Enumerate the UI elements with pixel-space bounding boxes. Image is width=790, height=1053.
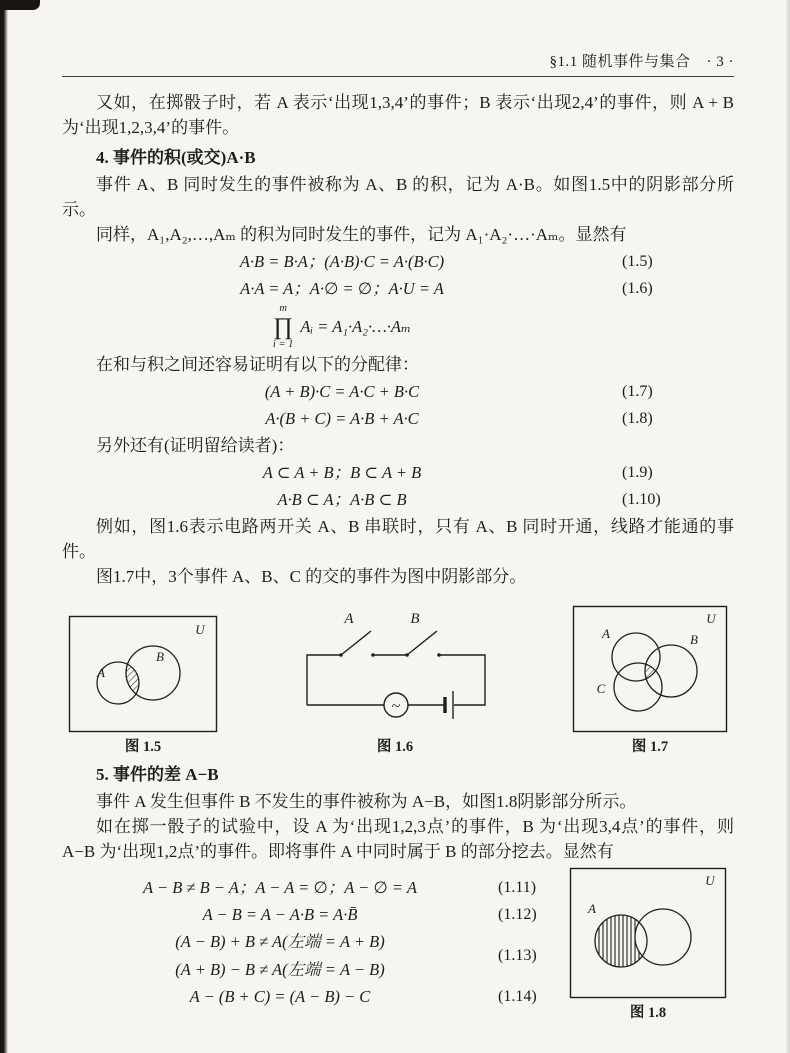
equation-number: (1.6)	[622, 279, 653, 297]
equation-1-9	[62, 460, 734, 485]
figure-caption: 图 1.6	[376, 739, 414, 756]
set-a-label: A	[588, 901, 596, 917]
equation-body	[62, 303, 622, 350]
equation-body: (A + B)·C = A·C + B·C	[264, 382, 420, 402]
contact-dot	[371, 653, 375, 657]
header-rule	[62, 76, 734, 77]
paragraph-three-sets: 图1.7中，3个事件 A、B、C 的交的事件为图中阴影部分。	[96, 567, 527, 587]
equation-number: (1.13)	[498, 946, 537, 964]
equation-1-8	[62, 406, 734, 431]
contact-dot	[405, 653, 409, 657]
equation-number: (1.8)	[622, 409, 653, 427]
paragraph-dice-example: 又如，在掷骰子时，若 A 表示‘出现1,3,4’的事件；B 表示‘出现2,4’的事件，则 A + B 为‘出现1,2,3,4’的事件。	[62, 93, 734, 137]
product-lower-limit: i = 1	[272, 338, 294, 350]
equation-body: A − (B + C) = (A − B) − C	[189, 987, 371, 1007]
set-b-label: B	[690, 632, 698, 648]
set-a-label: A	[602, 626, 610, 642]
paragraph-more-identities: 另外还有(证明留给读者)：	[96, 436, 295, 456]
equation-pair-lines	[62, 929, 498, 982]
equation-1-12	[62, 902, 556, 927]
page-header	[62, 50, 734, 76]
switch-b-label: B	[410, 611, 420, 628]
set-b-label: B	[156, 649, 164, 665]
equation-body: A·A = A；A·∅ = ∅；A·U = A	[240, 279, 444, 298]
set-a-label: A	[97, 665, 105, 681]
switch-a	[341, 631, 371, 655]
equation-number: (1.11)	[498, 878, 537, 896]
equation-body: A − B = A − A·B = A·B̄	[202, 905, 358, 925]
equation-body: (A − B) + B ≠ A(左端 = A + B)	[175, 932, 385, 952]
scan-left-edge	[0, 0, 8, 1053]
contact-dot	[437, 653, 441, 657]
universe-label: U	[706, 611, 716, 627]
set-a-circle	[612, 633, 660, 681]
product-symbol: ∏	[273, 313, 294, 340]
figure-caption: 图 1.5	[124, 739, 162, 756]
equation-1-5	[62, 249, 734, 274]
equation-number: (1.5)	[622, 252, 653, 270]
equation-body: (A + B) − B ≠ A(左端 = A − B)	[175, 960, 385, 980]
paragraph-product-multi: 同样，A₁,A₂,…,Aₘ 的积为同时发生的事件，记为 A₁·A₂·…·Aₘ。显然有	[96, 225, 627, 244]
venn-difference-diagram	[569, 867, 727, 999]
scan-right-edge	[785, 0, 790, 1053]
equation-body: A·B ⊂ A；A·B ⊂ B	[277, 490, 407, 510]
paragraph-distributive: 在和与积之间还容易证明有以下的分配律：	[96, 355, 419, 375]
equation-body: A − B ≠ B − A；A − A = ∅；A − ∅ = A	[143, 878, 417, 898]
equation-1-7	[62, 379, 734, 404]
universe-label: U	[705, 873, 715, 889]
product-operator	[273, 303, 294, 350]
venn-three-sets-intersection-diagram	[572, 605, 728, 733]
venn-two-sets-intersection-diagram	[68, 615, 218, 733]
equation-body: A·B = B·A；(A·B)·C = A·(B·C)	[239, 252, 445, 271]
figure-1-6	[289, 597, 501, 757]
equation-1-10	[62, 487, 734, 512]
set-c-circle	[614, 663, 662, 711]
equation-body: A·(B + C) = A·B + A·C	[265, 409, 419, 429]
page-number: · 3 ·	[706, 54, 734, 70]
equation-number: (1.14)	[498, 987, 537, 1005]
equation-product	[62, 303, 734, 350]
ac-source-symbol: ~	[391, 698, 401, 716]
switch-a-label: A	[344, 611, 354, 628]
equation-number: (1.9)	[622, 463, 653, 481]
paragraph-circuit-example: 例如，图1.6表示电路两开关 A、B 串联时，只有 A、B 同时开通，线路才能通的事件。	[62, 517, 734, 562]
scan-corner-artifact	[0, 0, 40, 10]
equation-body: A ⊂ A + B；B ⊂ A + B	[262, 463, 422, 483]
difference-equations-and-figure	[62, 867, 734, 1023]
section-title: §1.1 随机事件与集合	[549, 54, 691, 70]
equation-1-13	[62, 929, 556, 982]
series-circuit-diagram	[289, 597, 501, 733]
equation-number: (1.7)	[622, 382, 653, 400]
figure-caption: 图 1.7	[631, 739, 669, 756]
heading-section4: 4. 事件的积(或交)A·B	[96, 148, 256, 167]
equation-number: (1.12)	[498, 905, 537, 923]
paragraph-product-definition: 事件 A、B 同时发生的事件被称为 A、B 的积，记为 A·B。如图1.5中的阴影部分所示。	[62, 175, 734, 219]
figure-1-5	[68, 615, 218, 757]
figure-1-8	[562, 867, 734, 1023]
product-body: Aᵢ = A₁·A₂·…·Aₘ	[300, 317, 412, 337]
equation-1-11	[62, 875, 556, 900]
difference-equations-column	[62, 867, 556, 1023]
equation-1-6	[62, 276, 734, 301]
paragraph-difference-definition: 事件 A 发生但事件 B 不发生的事件被称为 A−B，如图1.8阴影部分所示。	[96, 792, 637, 812]
set-b-circle	[635, 909, 691, 965]
product-upper-limit: m	[279, 303, 287, 314]
universe-label: U	[195, 622, 205, 638]
paragraph-difference-example: 如在掷一骰子的试验中，设 A 为‘出现1,2,3点’的事件，B 为‘出现3,4点’的事件，则 A−B 为‘出现1,2点’的事件。即将事件 A 中同时属于 B 的部分挖去。显然有	[62, 817, 734, 862]
figure-caption: 图 1.8	[629, 1005, 667, 1022]
heading-section5: 5. 事件的差 A−B	[96, 765, 219, 785]
figure-1-7	[572, 605, 728, 757]
contact-dot	[339, 653, 343, 657]
equation-number: (1.10)	[622, 490, 661, 508]
set-c-label: C	[596, 681, 606, 697]
switch-b	[407, 631, 437, 655]
figures-row	[68, 597, 728, 757]
wire-left	[307, 655, 341, 705]
equation-1-14	[62, 984, 556, 1009]
